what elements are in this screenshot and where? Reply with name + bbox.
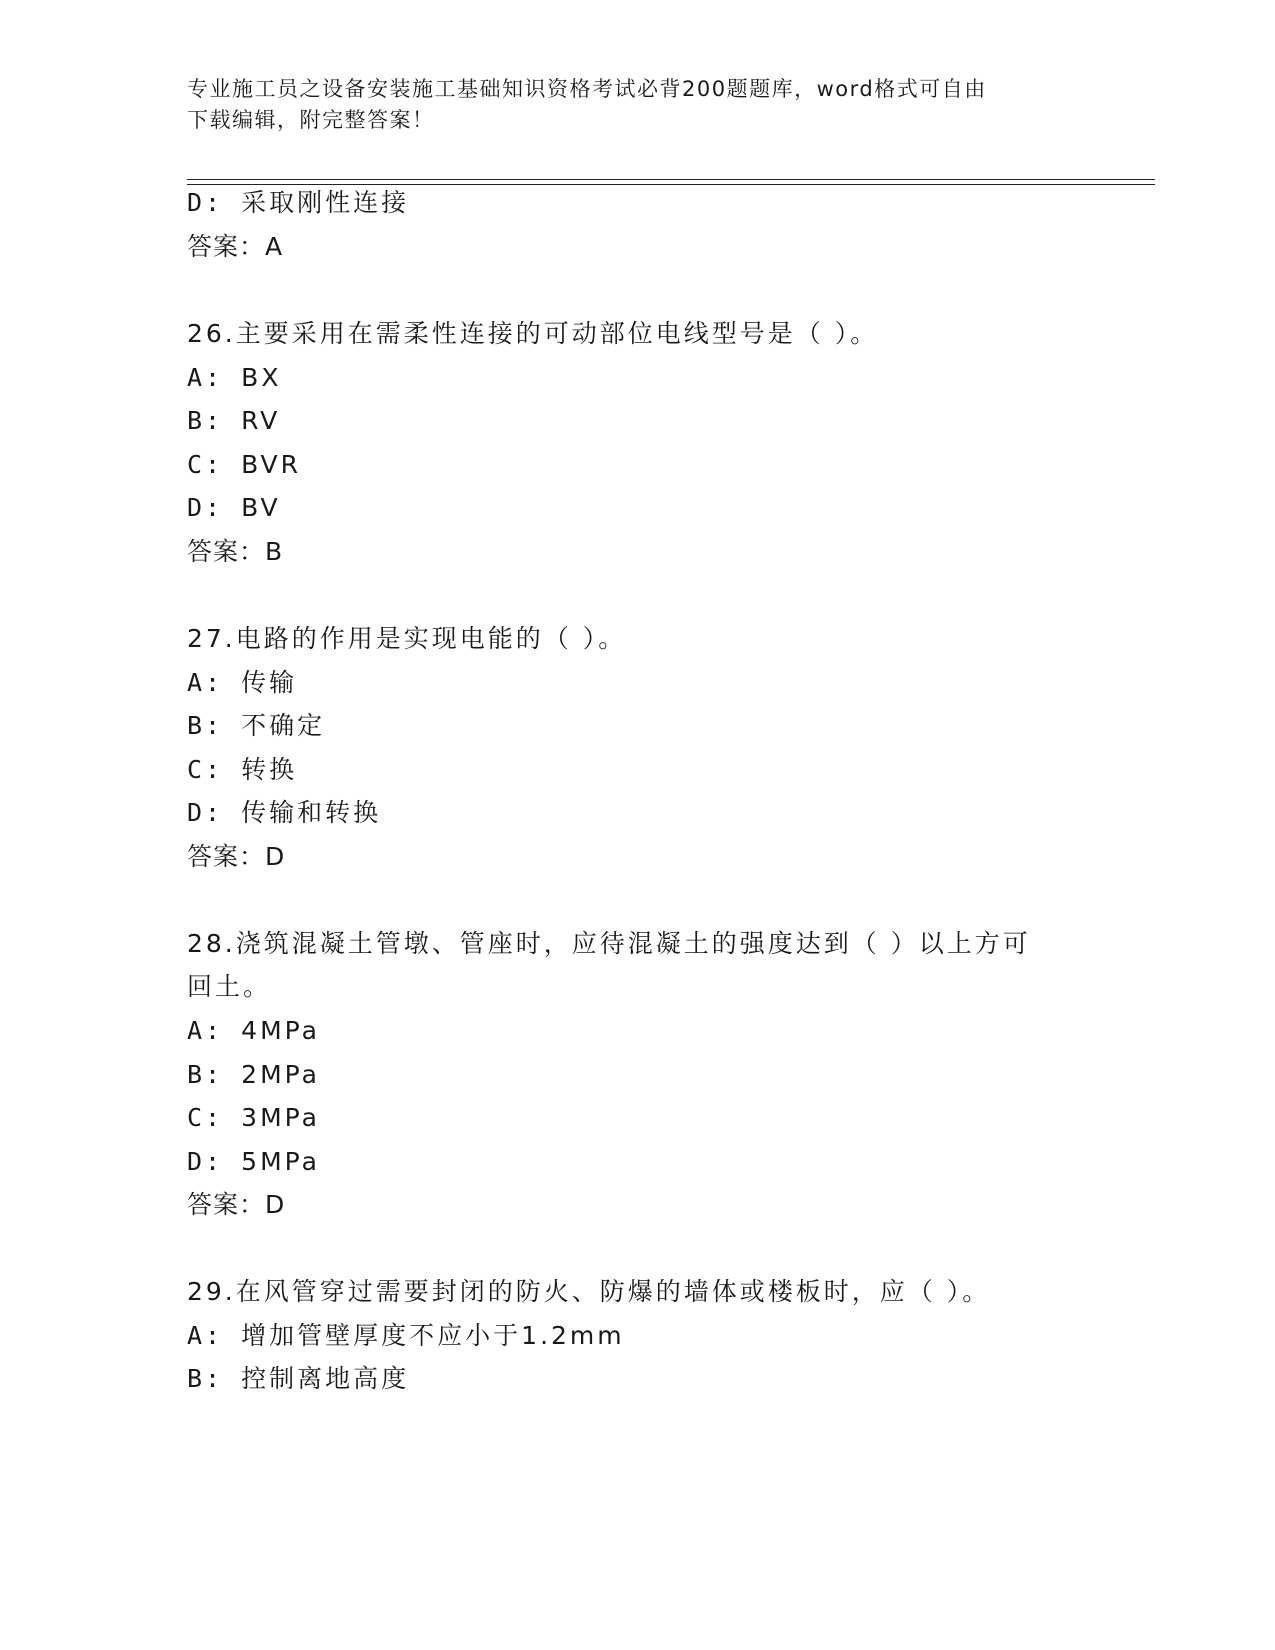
option-text: 增加管壁厚度不应小于1.2mm bbox=[241, 1321, 625, 1350]
header-divider-bottom bbox=[187, 184, 1155, 185]
option-label: A: bbox=[187, 1016, 224, 1045]
option-row bbox=[187, 448, 301, 482]
option-row bbox=[187, 666, 297, 700]
option-text: 4MPa bbox=[241, 1016, 320, 1045]
option-text: 2MPa bbox=[241, 1060, 320, 1089]
answer-line: 答案：A bbox=[187, 232, 284, 261]
option-text: BVR bbox=[241, 450, 302, 479]
option-text: 传输 bbox=[241, 668, 298, 697]
option-label: C: bbox=[187, 755, 224, 784]
option-row bbox=[187, 491, 281, 525]
option-label: B: bbox=[187, 711, 224, 740]
answer-line: 答案：D bbox=[187, 1190, 286, 1219]
option-label: A: bbox=[187, 1321, 224, 1350]
option-label: A: bbox=[187, 668, 224, 697]
option-text: 不确定 bbox=[241, 711, 326, 740]
option-row bbox=[187, 404, 280, 438]
option-row bbox=[187, 796, 381, 830]
option-label: D: bbox=[187, 1147, 224, 1176]
question-stem: 29.在风管穿过需要封闭的防火、防爆的墙体或楼板时，应（ ）。 bbox=[187, 1277, 991, 1306]
option-text: 控制离地高度 bbox=[241, 1364, 410, 1393]
option-row bbox=[187, 1145, 320, 1179]
option-text: BX bbox=[241, 363, 282, 392]
header-title-line-1: 专业施工员之设备安装施工基础知识资格考试必背200题题库，word格式可自由 bbox=[187, 77, 987, 101]
header-title-line-2: 下载编辑，附完整答案！ bbox=[187, 108, 435, 132]
option-label: C: bbox=[187, 1103, 224, 1132]
answer-line: 答案：B bbox=[187, 537, 284, 566]
option-text: 5MPa bbox=[241, 1147, 320, 1176]
answer-line: 答案：D bbox=[187, 842, 286, 871]
option-row bbox=[187, 753, 297, 787]
option-row bbox=[187, 361, 281, 395]
option-row bbox=[187, 1362, 409, 1396]
option-label: A: bbox=[187, 363, 224, 392]
option-row bbox=[187, 1319, 625, 1353]
header-divider-top bbox=[187, 179, 1155, 180]
option-text: 采取刚性连接 bbox=[241, 188, 410, 217]
option-row bbox=[187, 1101, 320, 1135]
question-stem-line-1: 28.浇筑混凝土管墩、管座时，应待混凝土的强度达到（ ）以上方可 bbox=[187, 929, 1031, 958]
option-label: D: bbox=[187, 188, 224, 217]
option-text: 3MPa bbox=[241, 1103, 320, 1132]
option-text: 转换 bbox=[241, 755, 298, 784]
option-label: C: bbox=[187, 450, 224, 479]
option-row bbox=[187, 709, 325, 743]
option-row bbox=[187, 186, 409, 220]
option-label: B: bbox=[187, 406, 224, 435]
option-label: D: bbox=[187, 798, 224, 827]
question-stem: 27.电路的作用是实现电能的（ ）。 bbox=[187, 624, 627, 653]
option-row bbox=[187, 1058, 320, 1092]
option-label: D: bbox=[187, 493, 224, 522]
question-stem-line-2: 回土。 bbox=[187, 972, 272, 1001]
option-text: RV bbox=[241, 406, 281, 435]
option-row bbox=[187, 1014, 320, 1048]
option-label: B: bbox=[187, 1060, 224, 1089]
document-header bbox=[187, 74, 1067, 136]
option-label: B: bbox=[187, 1364, 224, 1393]
option-text: BV bbox=[241, 493, 281, 522]
question-stem: 26.主要采用在需柔性连接的可动部位电线型号是（ ）。 bbox=[187, 319, 879, 348]
option-text: 传输和转换 bbox=[241, 798, 382, 827]
